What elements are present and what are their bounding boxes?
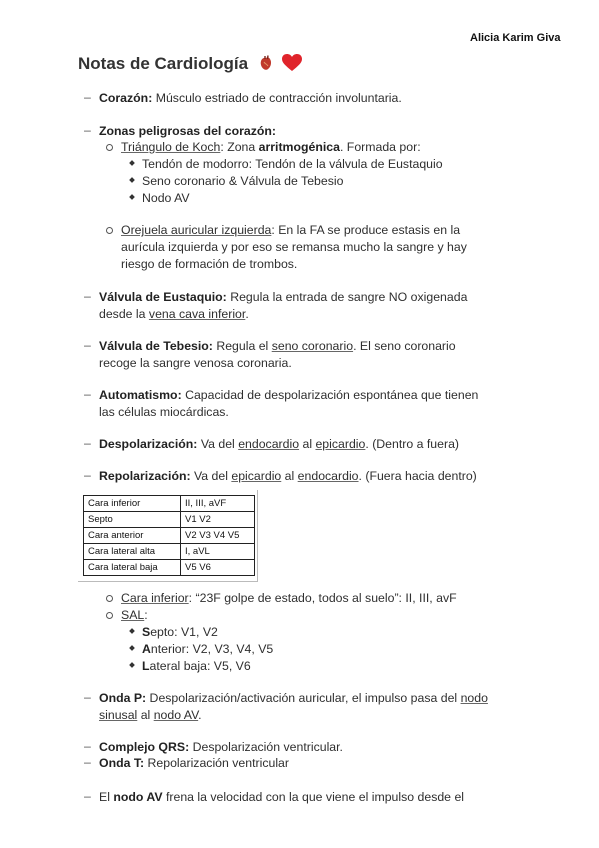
initial-letter: L (142, 659, 150, 673)
sub-item: Tendón de modorro: Tendón de la válvula de Eustaquio (142, 157, 443, 171)
link-triangulo-koch[interactable]: Triángulo de Koch (121, 140, 221, 154)
bullet-dash: – (84, 90, 91, 104)
note-text: El (99, 790, 114, 804)
bullet-dash: – (84, 123, 91, 137)
term-label: Zonas peligrosas del corazón: (99, 124, 276, 138)
sub-item: Seno coronario & Válvula de Tebesio (142, 174, 344, 188)
bullet-dash: – (84, 789, 91, 803)
link-epicardio[interactable]: epicardio (231, 469, 282, 483)
bullet-dash: – (84, 468, 91, 482)
table-cell: Cara lateral baja (84, 560, 181, 576)
note-text: Va del (190, 469, 232, 483)
note-text: epto: V1, V2 (150, 625, 218, 639)
bullet-dash: – (84, 690, 91, 704)
sub-item: Nodo AV (142, 191, 190, 205)
table-row (84, 544, 255, 560)
red-heart-icon (282, 54, 302, 72)
note-text: al (299, 437, 316, 451)
note-text: al (137, 708, 154, 722)
note-koch (121, 139, 421, 156)
note-zonas (99, 123, 276, 140)
note-text: Despolarización/activación auricular, el impulso pasa del (146, 691, 461, 705)
term-label: Complejo QRS: (99, 740, 190, 754)
note-orejuela (121, 222, 460, 239)
note-text: recoge la sangre venosa coronaria. (99, 356, 292, 370)
note-text: : (144, 608, 148, 622)
diamond-bullet (129, 177, 135, 183)
note-text: aurícula izquierda y por eso se remansa mucho la sangre y hay (121, 240, 467, 254)
note-text: : En la FA se produce estasis en la (271, 223, 461, 237)
page-title (78, 54, 302, 74)
note-despolarizacion (99, 436, 459, 453)
circle-bullet (106, 227, 113, 234)
note-text: al (281, 469, 298, 483)
term-label: Válvula de Eustaquio: (99, 290, 227, 304)
bullet-dash: – (84, 755, 91, 769)
sub-item (142, 658, 251, 675)
note-text: Va del (197, 437, 239, 451)
note-eustaquio (99, 289, 467, 306)
title-text: Notas de Cardiología (78, 54, 249, 73)
note-text: riesgo de formación de trombos. (121, 257, 298, 271)
note-eustaquio-line2 (99, 306, 249, 323)
ecg-leads-table-image (78, 490, 258, 582)
note-text: nterior: V2, V3, V4, V5 (150, 642, 274, 656)
note-text: ateral baja: V5, V6 (149, 659, 251, 673)
note-text: . (Dentro a fuera) (365, 437, 460, 451)
note-corazon (99, 90, 402, 107)
diamond-bullet (129, 645, 135, 651)
link-vena-cava[interactable]: vena cava inferior (148, 307, 246, 321)
link-nodo-av[interactable]: nodo AV (153, 708, 199, 722)
note-sal (121, 607, 148, 624)
sub-item (142, 641, 273, 658)
note-text: desde la (99, 307, 149, 321)
note-cara-inferior (121, 590, 457, 607)
note-text: . (245, 307, 249, 321)
anatomical-heart-icon (259, 55, 273, 71)
circle-bullet (106, 612, 113, 619)
diamond-bullet (129, 194, 135, 200)
table-cell: V5 V6 (181, 560, 255, 576)
table-row (84, 528, 255, 544)
initial-letter: S (142, 625, 151, 639)
note-text: las células miocárdicas. (99, 405, 229, 419)
bullet-dash: – (84, 289, 91, 303)
note-text: Capacidad de despolarización espontánea que tienen (181, 388, 479, 402)
table-row (84, 496, 255, 512)
note-text: . El seno coronario (353, 339, 456, 353)
term-label: Corazón: (99, 91, 153, 105)
link-endocardio[interactable]: endocardio (297, 469, 359, 483)
sub-item (142, 624, 218, 641)
bullet-dash: – (84, 436, 91, 450)
table-cell: Cara lateral alta (84, 544, 181, 560)
table-row (84, 560, 255, 576)
note-qrs (99, 739, 343, 756)
diamond-bullet (129, 160, 135, 166)
note-text: Regula la entrada de sangre NO oxigenada (226, 290, 468, 304)
link-sal[interactable]: SAL (121, 608, 145, 622)
table-cell: Cara inferior (84, 496, 181, 512)
link-nodo-sinusal[interactable]: nodo (460, 691, 488, 705)
note-text: : Zona (220, 140, 259, 154)
note-repolarizacion (99, 468, 477, 485)
term-label: Onda P: (99, 691, 147, 705)
note-tebesio (99, 338, 456, 355)
circle-bullet (106, 144, 113, 151)
note-onda-t (99, 755, 289, 772)
link-cara-inferior[interactable]: Cara inferior (121, 591, 189, 605)
note-onda-p (99, 690, 488, 707)
note-text: Músculo estriado de contracción involuntaria. (152, 91, 402, 105)
link-nodo-sinusal[interactable]: sinusal (99, 708, 138, 722)
note-nodo-av (99, 789, 464, 806)
author-name: Alicia Karim Giva (470, 32, 561, 44)
note-text: . Formada por: (339, 140, 421, 154)
link-epicardio[interactable]: epicardio (315, 437, 366, 451)
table-cell: I, aVL (181, 544, 255, 560)
bullet-dash: – (84, 739, 91, 753)
note-automatismo (99, 387, 478, 404)
link-endocardio[interactable]: endocardio (238, 437, 300, 451)
bullet-dash: – (84, 338, 91, 352)
ecg-leads-table (83, 495, 255, 576)
note-text: . (Fuera hacia dentro) (358, 469, 477, 483)
note-text: : “23F golpe de estado, todos al suelo”: II, III, avF (188, 591, 457, 605)
note-text: Regula el (212, 339, 272, 353)
table-cell: Cara anterior (84, 528, 181, 544)
note-text: . (198, 708, 202, 722)
term-label: Despolarización: (99, 437, 198, 451)
term-label: Automatismo: (99, 388, 182, 402)
table-cell: Septo (84, 512, 181, 528)
table-cell: V2 V3 V4 V5 (181, 528, 255, 544)
bold-term: nodo AV (113, 790, 163, 804)
note-text: Repolarización ventricular (144, 756, 289, 770)
diamond-bullet (129, 662, 135, 668)
term-label: Válvula de Tebesio: (99, 339, 213, 353)
bullet-dash: – (84, 387, 91, 401)
term-label: Repolarización: (99, 469, 191, 483)
note-text: Despolarización ventricular. (189, 740, 343, 754)
table-cell: V1 V2 (181, 512, 255, 528)
initial-letter: A (142, 642, 151, 656)
note-onda-p-line2 (99, 707, 202, 724)
link-orejuela[interactable]: Orejuela auricular izquierda (121, 223, 272, 237)
diamond-bullet (129, 628, 135, 634)
link-seno-coronario[interactable]: seno coronario (271, 339, 354, 353)
note-text: frena la velocidad con la que viene el impulso desde el (162, 790, 465, 804)
table-row (84, 512, 255, 528)
bold-term: arritmogénica (258, 140, 340, 154)
table-cell: II, III, aVF (181, 496, 255, 512)
term-label: Onda T: (99, 756, 145, 770)
circle-bullet (106, 595, 113, 602)
